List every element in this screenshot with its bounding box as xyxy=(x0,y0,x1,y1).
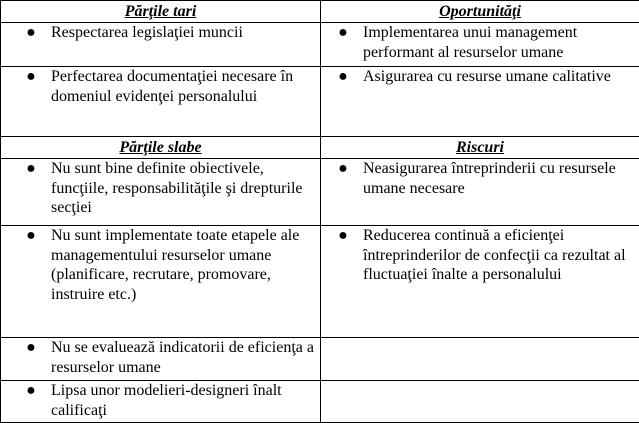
bullet-icon: ● xyxy=(338,227,348,244)
bullet-icon: ● xyxy=(26,68,36,85)
header-threats: Riscuri xyxy=(321,137,639,159)
threat-cell xyxy=(321,159,639,226)
bullet-icon: ● xyxy=(338,24,348,41)
bullet-icon: ● xyxy=(26,227,36,244)
list-item: ● Asigurarea cu resurse umane calitative xyxy=(321,67,639,87)
table-row xyxy=(1,159,639,226)
strength-cell xyxy=(1,23,321,67)
weakness-cell xyxy=(1,159,321,226)
weakness-cell xyxy=(1,338,321,381)
table-row xyxy=(1,226,639,338)
header-opportunities: Oportunităţi xyxy=(321,1,639,23)
opportunity-cell xyxy=(321,23,639,67)
header-strengths: Părţile tari xyxy=(1,1,321,23)
bullet-icon: ● xyxy=(26,160,36,177)
list-item: ● Nu se evaluează indicatorii de eficienţa a resurselor umane xyxy=(1,338,320,377)
list-item: ● Implementarea unui management performant al resurselor umane xyxy=(321,23,639,62)
list-item: ● Perfectarea documentaţiei necesare în domeniul evidenţei personalului xyxy=(1,67,320,106)
bullet-icon: ● xyxy=(338,160,348,177)
list-item: ● Respectarea legislaţiei muncii xyxy=(1,23,320,43)
weakness-cell xyxy=(1,226,321,338)
strength-cell xyxy=(1,67,321,137)
threat-cell xyxy=(321,226,639,338)
list-item: ● Neasigurarea întreprinderii cu resursele umane necesare xyxy=(321,159,639,198)
threat-cell-empty xyxy=(321,381,639,423)
table-row xyxy=(1,23,639,67)
header-weaknesses: Părţile slabe xyxy=(1,137,321,159)
list-item: ● Reducerea continuă a eficienţei întreprinderilor de confecţii ca rezultat al fluctuaţiei înalte a personalului xyxy=(321,226,639,285)
list-item: ● Nu sunt bine definite obiectivele, funcţiile, responsabilităţile şi drepturile secţiei xyxy=(1,159,320,218)
bullet-icon: ● xyxy=(26,382,36,399)
bullet-icon: ● xyxy=(26,24,36,41)
table-row xyxy=(1,338,639,381)
opportunity-cell xyxy=(321,67,639,137)
table-row xyxy=(1,381,639,423)
threat-cell-empty xyxy=(321,338,639,381)
header-row-bottom xyxy=(1,137,639,159)
list-item: ● Nu sunt implementate toate etapele ale managementului resurselor umane (planificare, recrutare, promovare, instruire etc.) xyxy=(1,226,320,304)
table-row xyxy=(1,67,639,137)
weakness-cell xyxy=(1,381,321,423)
header-row-top xyxy=(1,1,639,23)
bullet-icon: ● xyxy=(338,68,348,85)
bullet-icon: ● xyxy=(26,339,36,356)
list-item: ● Lipsa unor modelieri-designeri înalt calificaţi xyxy=(1,381,320,420)
